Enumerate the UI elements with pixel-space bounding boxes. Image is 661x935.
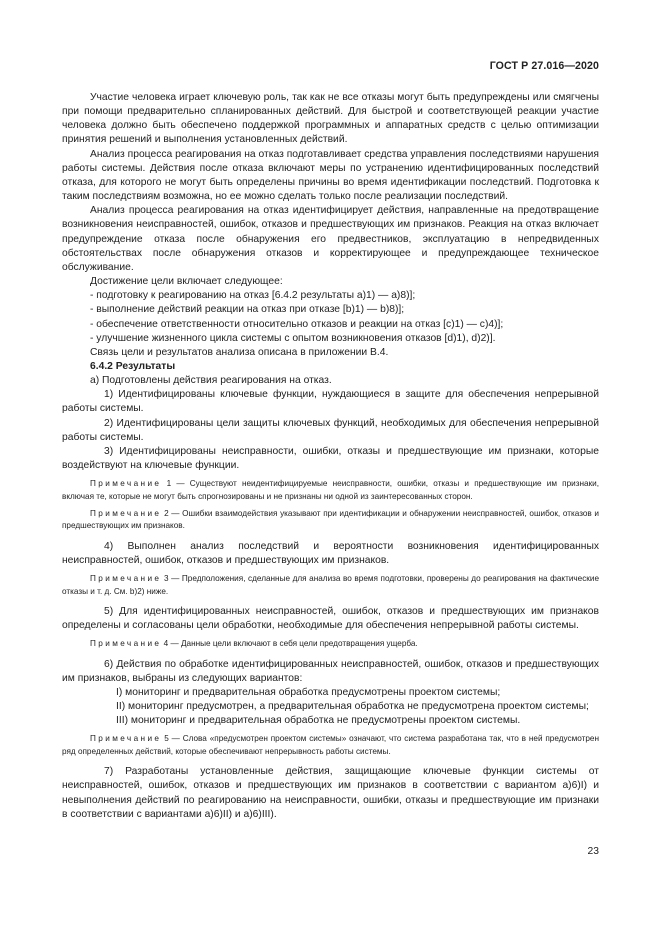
list-item: 6) Действия по обработке идентифицированных неисправностей, ошибок, отказов и предшествующих им признаков, выбраны из следующих вариантов: bbox=[62, 658, 599, 684]
note bbox=[62, 638, 599, 650]
page-number: 23 bbox=[587, 846, 599, 857]
paragraph: Связь цели и результатов анализа описана в приложении В.4. bbox=[90, 346, 389, 358]
list-item: - подготовку к реагированию на отказ [6.4.2 результаты а)1) — а)8)]; bbox=[90, 290, 416, 302]
paragraph: Участие человека играет ключевую роль, так как не все отказы могут быть предупреждены или смягчены при помощи предварительно спланированных действий. Для быстрой и соответствующей реакции участие человека должно быть обеспечено поддержкой программных и аппаратных средств с целью оптимизации принятия решений и выполнения установленных действий. bbox=[62, 92, 599, 146]
note-number: 3 bbox=[163, 574, 169, 584]
note-number: 2 bbox=[164, 509, 169, 519]
note bbox=[62, 508, 599, 533]
list-item: 7) Разработаны установленные действия, защищающие ключевые функции системы от неисправностей, ошибок, отказов и предшествующих им признаков в соответствии с вариантом а)6)I) и невыполнения действий по реагированию на неисправности, ошибки, отказы и предшествующие им признаки в соответствии с вариантами а)6)II) и а)6)III). bbox=[62, 766, 599, 820]
list-item: 3) Идентифицированы неисправности, ошибки, отказы и предшествующие им признаки, которые воздействуют на ключевые функции. bbox=[62, 445, 599, 472]
list-item: а) Подготовлены действия реагирования на отказ. bbox=[90, 375, 332, 387]
note-label: Примечание bbox=[90, 574, 162, 584]
note-text: — Данные цели включают в себя цели предотвращения ущерба. bbox=[170, 639, 418, 649]
note-label: Примечание bbox=[90, 479, 162, 489]
note-text: — Предположения, сделанные для анализа во время подготовки, проверены до реагирования на фактические отказы и т. д. См. b)2) ниже. bbox=[62, 574, 600, 596]
list-item: 5) Для идентифицированных неисправностей, ошибок, отказов и предшествующих им признаков определены и согласованы цели обработки, необходимые для обеспечения непрерывной работы системы. bbox=[62, 605, 599, 632]
list-item: - выполнение действий реакции на отказ при отказе [b)1) — b)8)]; bbox=[90, 304, 405, 316]
list-item: 4) Выполнен анализ последствий и вероятности возникновения идентифицированных неисправностей, ошибок, отказов и предшествующих им признаков. bbox=[62, 540, 599, 566]
document-code: ГОСТ Р 27.016—2020 bbox=[489, 60, 599, 72]
note bbox=[62, 478, 599, 503]
paragraph: Анализ процесса реагирования на отказ идентифицирует действия, направленные на предотвращение возникновения неисправностей, ошибок, отказов и предшествующих им признаков. Реакция на отказ включает предупреждение отказа после обнаружения его предвестников, эксплуатацию в непредвиденных обстоятельствах после обнаружения отказов и корректирующее и предупреждающее техническое обслуживание. bbox=[62, 205, 599, 273]
page-body bbox=[62, 91, 599, 822]
option-item: II) мониторинг предусмотрен, а предварительная обработка не предусмотрена проектом системы; bbox=[116, 701, 589, 713]
note-text: — Ошибки взаимодействия указывают при идентификации и обнаружении неисправностей, ошибок, отказов и предшествующих им признаков. bbox=[62, 509, 599, 531]
list-item: 1) Идентифицированы ключевые функции, нуждающиеся в защите для обеспечения непрерывной работы системы. bbox=[62, 389, 599, 415]
paragraph: Достижение цели включает следующее: bbox=[90, 276, 283, 288]
note-text: — Слова «предусмотрен проектом системы» означают, что система разработана так, что в ней предусмотрен ряд определенных действий, которые обеспечивают непрерывность работы системы. bbox=[62, 734, 599, 756]
option-item: III) мониторинг и предварительная обработка не предусмотрены проектом системы. bbox=[116, 715, 521, 727]
note-label: Примечание bbox=[90, 509, 162, 519]
list-item: - улучшение жизненного цикла системы с опытом возникновения отказов [d)1), d)2)]. bbox=[90, 332, 496, 344]
note-number: 1 bbox=[166, 479, 172, 489]
list-item: - обеспечение ответственности относительно отказов и реакции на отказ [c)1) — c)4)]; bbox=[90, 318, 504, 330]
list-item: 2) Идентифицированы цели защиты ключевых функций, необходимых для обеспечения непрерывной работы системы. bbox=[62, 417, 599, 443]
note bbox=[62, 733, 599, 758]
option-item: I) мониторинг и предварительная обработка предусмотрены проектом системы; bbox=[116, 687, 501, 698]
note-number: 5 bbox=[164, 734, 169, 744]
note-text: — Существуют неидентифицируемые неисправности, ошибки, отказы и предшествующие им признаки, включая те, которые не могут быть спрогнозированы и не признаны ни одной из заинтересованных сторон. bbox=[62, 479, 599, 501]
paragraph: Анализ процесса реагирования на отказ подготавливает средства управления последствиями нарушения работы системы. Действия после отказа включают меры по устранению идентифицированных последствий отказа, для которого не могут быть определены причины во время идентификации последствий. Подготовка к таким последствиям возможна, но ее можно сделать только после реализации последствий. bbox=[62, 148, 599, 203]
note-number: 4 bbox=[163, 639, 169, 649]
note bbox=[62, 573, 599, 598]
note-label: Примечание bbox=[90, 734, 162, 744]
section-heading: 6.4.2 Результаты bbox=[90, 360, 176, 372]
note-label: Примечание bbox=[90, 639, 162, 649]
